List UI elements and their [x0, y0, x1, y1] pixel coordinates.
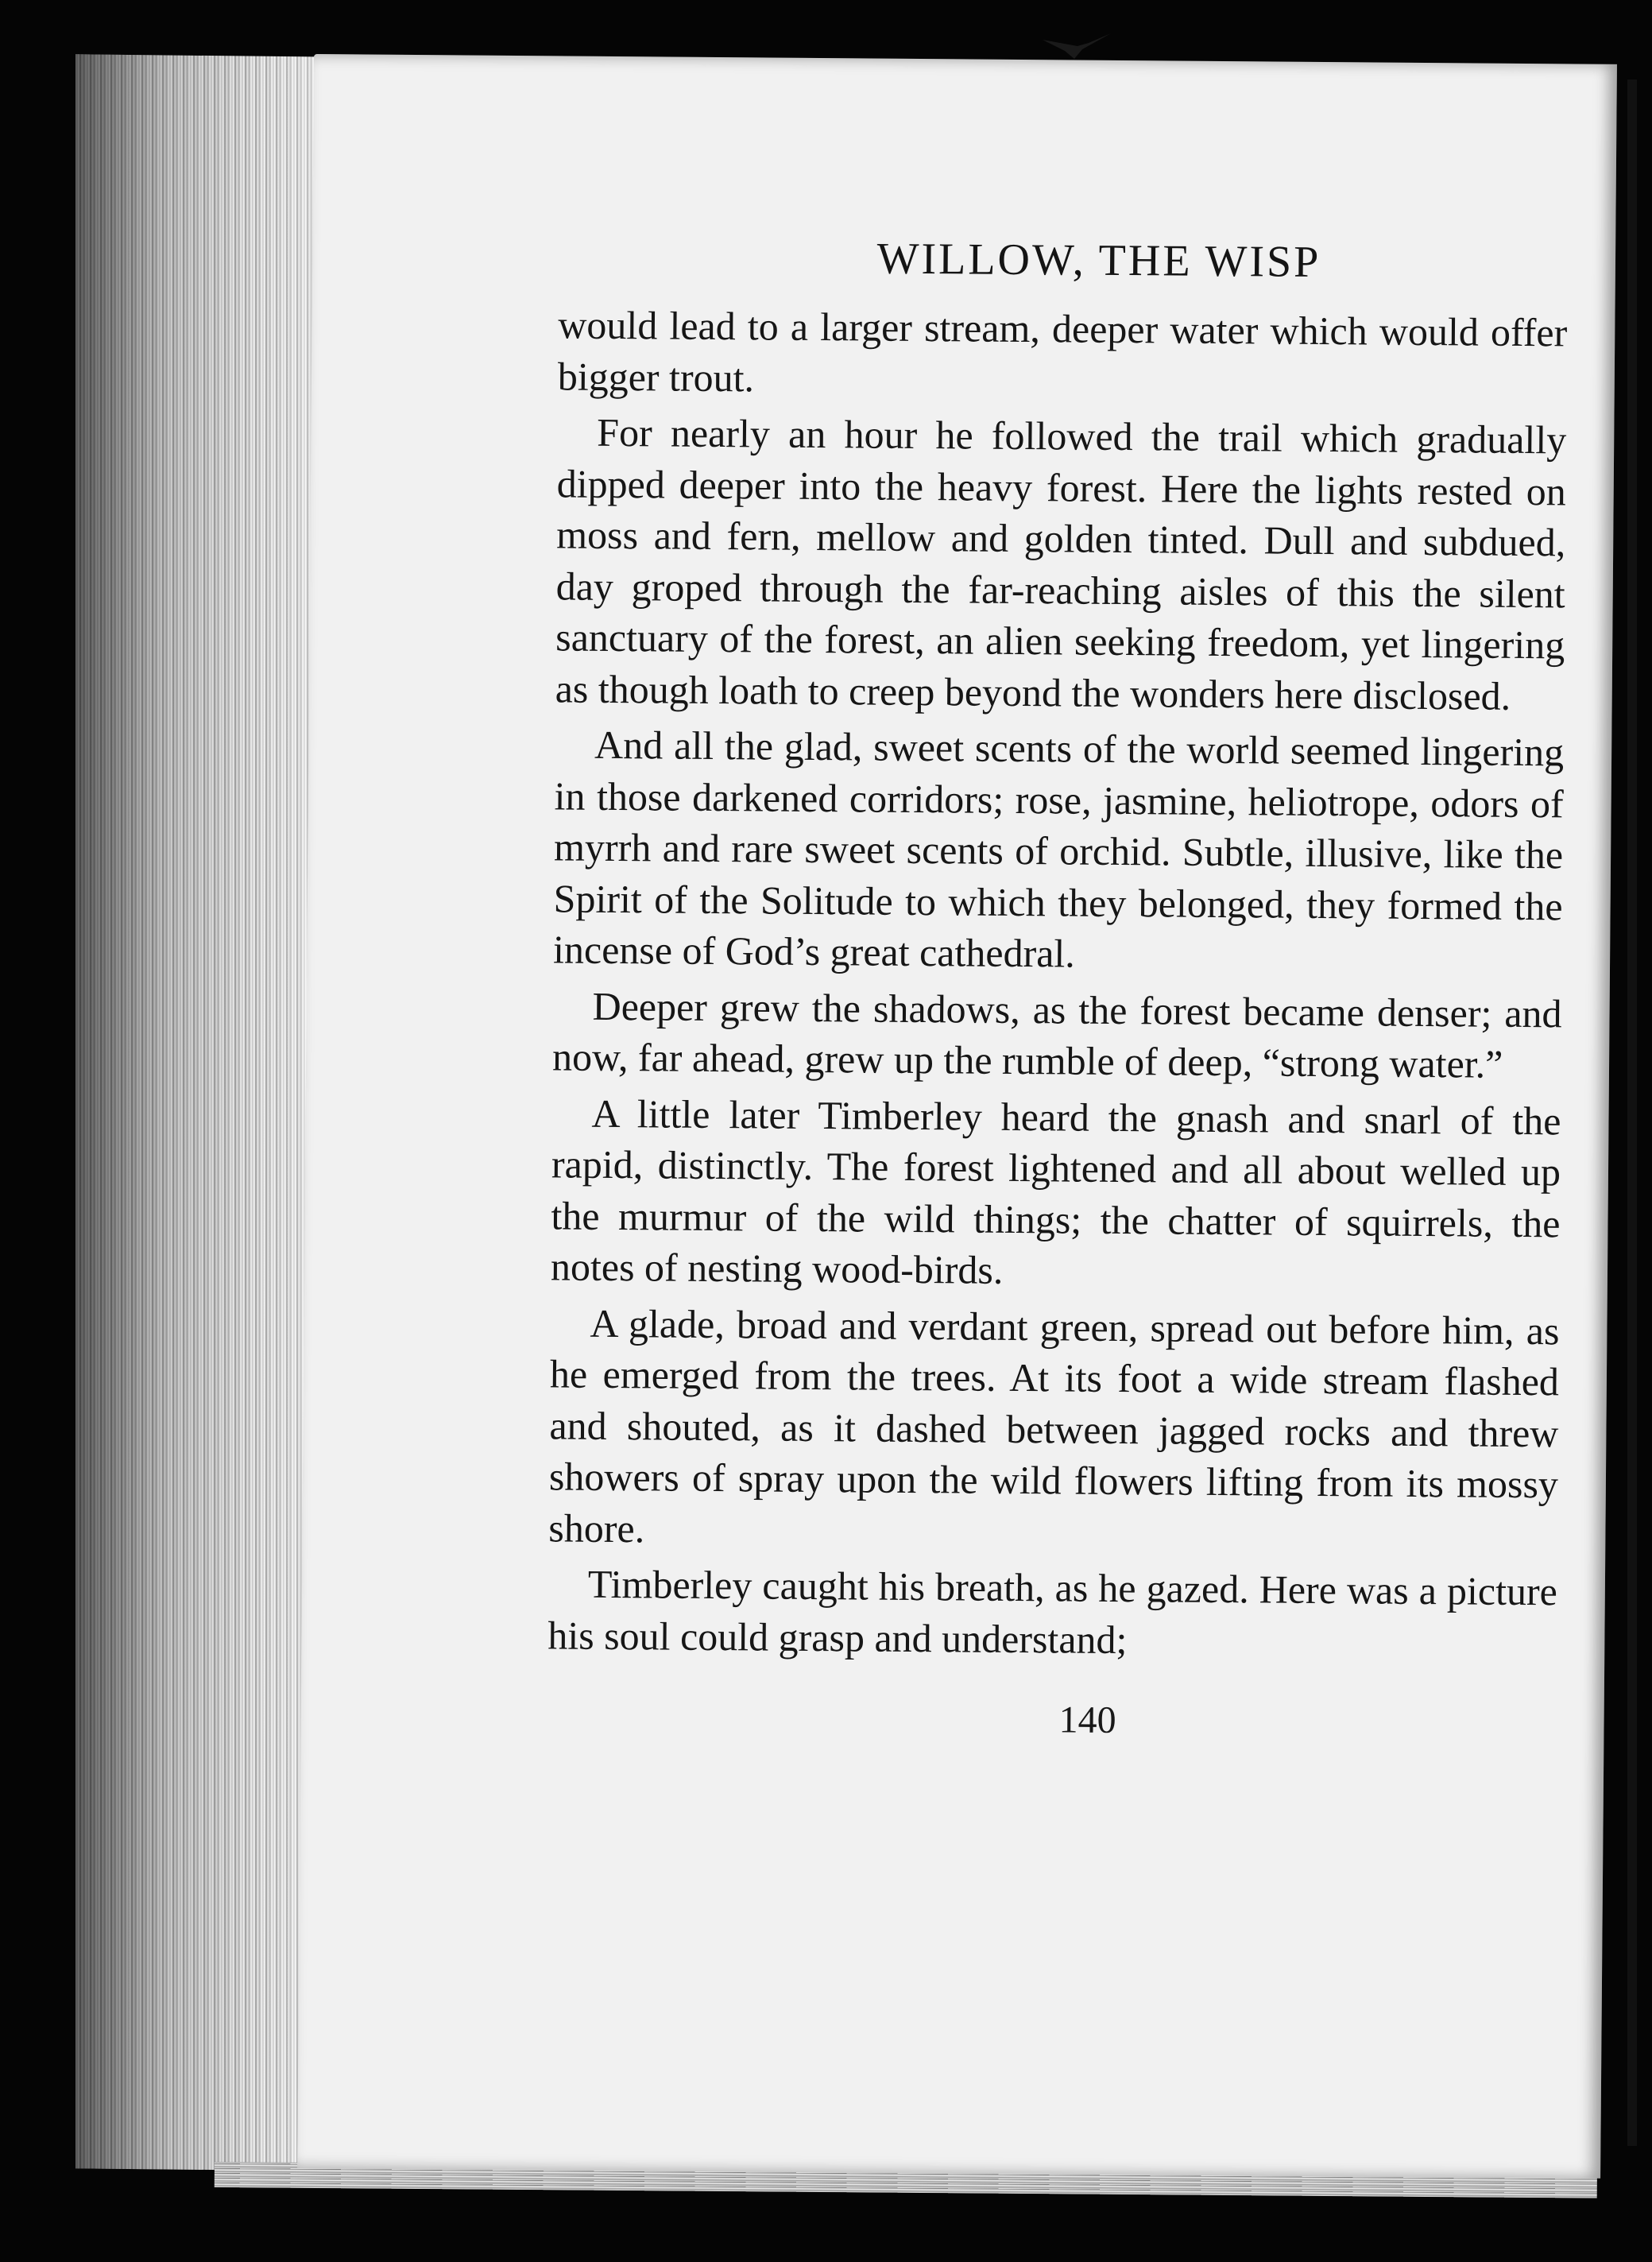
- scan-artifact-mark: [1041, 32, 1112, 64]
- running-head: WILLOW, THE WISP: [876, 234, 1321, 287]
- paragraph: And all the glad, sweet scents of the world seemed lingering in those darkened corridors; rose, jasmine, heliotrope, odors of myrrh and rare sweet scents of orchid. Subtle, illusive, like the Spirit of the Solitude to which they belonged, they formed the incense of God’s great cathedral.: [552, 722, 1565, 976]
- page-number: 140: [1058, 1698, 1116, 1741]
- text-block: [547, 230, 1568, 1745]
- book-page: [297, 54, 1617, 2179]
- book-page-edges: [75, 54, 338, 2171]
- paragraph: A glade, broad and verdant green, spread out before him, as he emerged from the trees. At its foot a wide stream flashed and shouted, as it dashed between jagged rocks and threw showers of spray upon the wild flowers lifting from its mossy shore.: [548, 1300, 1560, 1551]
- paragraph: Timberley caught his breath, as he gazed. Here was a picture his soul could grasp and understand;: [547, 1561, 1558, 1662]
- paragraph: Deeper grew the shadows, as the forest became denser; and now, far ahead, grew up the rumble of deep, “strong water.”: [551, 983, 1562, 1086]
- scan-border: [1627, 79, 1637, 2146]
- paragraph: For nearly an hour he followed the trail which gradually dipped deeper into the heavy forest. Here the lights rested on moss and fern, mellow and golden tinted. Dull and subdued, day groped through the far-reaching aisles of this the silent sanctuary of the forest, an alien seeking freedom, yet lingering as though loath to creep beyond the wonders here disclosed.: [555, 409, 1567, 718]
- paragraph: A little later Timberley heard the gnash and snarl of the rapid, distinctly. The forest lightened and all about welled up the murmur of the wild things; the chatter of squirrels, the notes of nesting wood-birds.: [550, 1090, 1561, 1292]
- paragraph: would lead to a larger stream, deeper water which would offer bigger trout.: [557, 302, 1568, 400]
